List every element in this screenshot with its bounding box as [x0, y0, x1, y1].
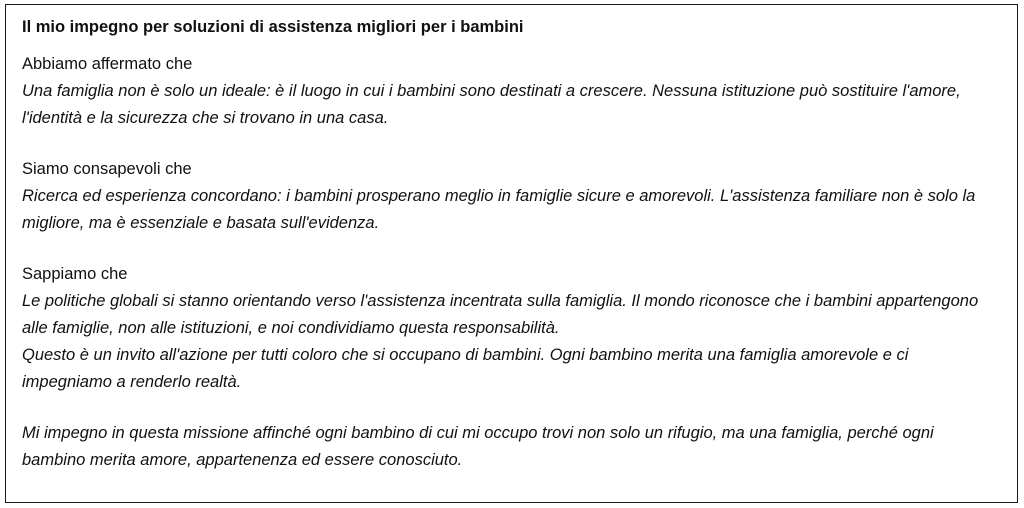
- section-spacer: [22, 132, 1001, 156]
- section-know: [22, 261, 1001, 396]
- section-paragraph: Una famiglia non è solo un ideale: è il luogo in cui i bambini sono destinati a crescere. Nessuna istituzione può sostituire l'amore, l'identità e la sicurezza che si trovano in una casa.: [22, 82, 961, 127]
- section-affirmed: [22, 51, 1001, 132]
- section-paragraph: Questo è un invito all'azione per tutti coloro che si occupano di bambini. Ogni bambino merita una famiglia amorevole e ci impegniamo a renderlo realtà.: [22, 346, 909, 391]
- section-lead: Abbiamo affermato che: [22, 55, 193, 73]
- section-spacer: [22, 237, 1001, 261]
- section-paragraph: Le politiche globali si stanno orientando verso l'assistenza incentrata sulla famiglia. Il mondo riconosce che i bambini appartengono alle famiglie, non alle istituzioni, e noi condividiamo questa responsabilità.: [22, 292, 979, 337]
- section-spacer: [22, 396, 1001, 420]
- section-aware: [22, 156, 1001, 237]
- section-lead: Sappiamo che: [22, 265, 128, 283]
- pledge-title: Il mio impegno per soluzioni di assistenza migliori per i bambini: [22, 18, 524, 36]
- closing-statement: Mi impegno in questa missione affinché ogni bambino di cui mi occupo trovi non solo un rifugio, ma una famiglia, perché ogni bambino merita amore, appartenenza ed essere conosciuto.: [22, 424, 934, 469]
- section-paragraph: Ricerca ed esperienza concordano: i bambini prosperano meglio in famiglie sicure e amorevoli. L'assistenza familiare non è solo la migliore, ma è essenziale e basata sull'evidenza.: [22, 187, 976, 232]
- section-lead: Siamo consapevoli che: [22, 160, 192, 178]
- pledge-box: [5, 4, 1018, 503]
